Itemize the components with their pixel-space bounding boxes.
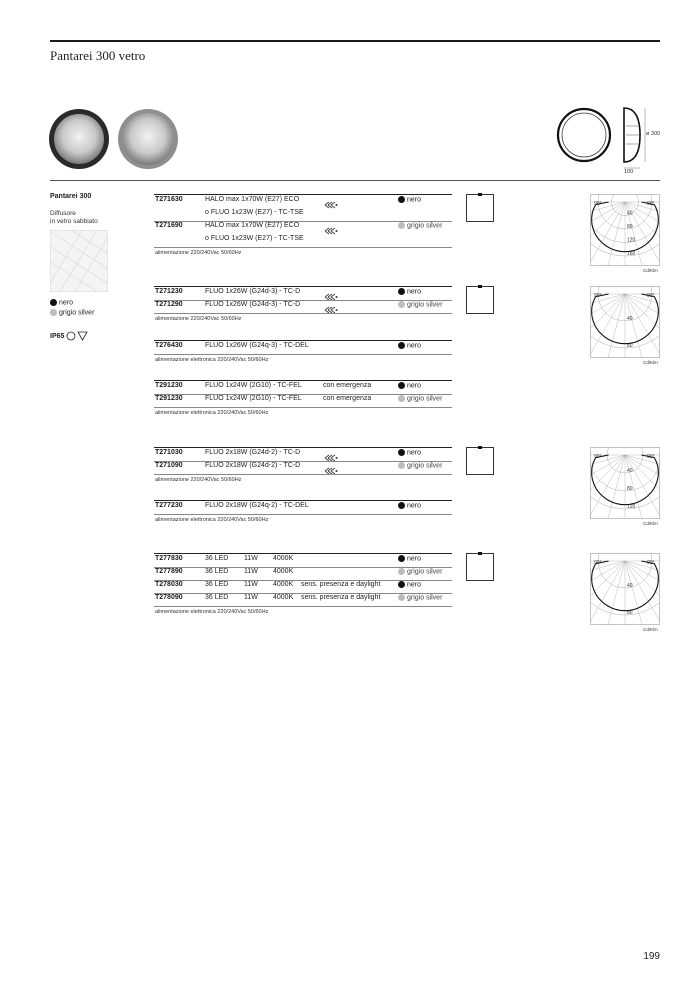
ring-label: 120: [627, 237, 636, 244]
black-dot-icon: [50, 299, 57, 306]
lamp-option: con emergenza: [323, 382, 372, 389]
lamp-description: HALO max 1x70W (E27) ECO: [205, 196, 300, 203]
led-watt: 11W: [244, 568, 258, 575]
grey-dot-icon: [398, 568, 405, 575]
product-code: T271690: [155, 222, 183, 229]
product-code: T276430: [155, 342, 183, 349]
finish-color: [398, 382, 421, 389]
lamp-option: sens. presenza e daylight: [301, 581, 381, 588]
group-top-rule: [154, 286, 452, 287]
ring-label: 80: [627, 343, 633, 349]
product-code: T291230: [155, 382, 183, 389]
photometric-unit: Cd/Klm: [643, 268, 658, 273]
photometric-unit: Cd/Klm: [643, 521, 658, 526]
lamp-description: FLUO 1x26W (G24d-3) - TC-D: [205, 301, 301, 308]
led-count: 36 LED: [205, 568, 229, 575]
led-watt: 11W: [244, 594, 258, 601]
diffuser-line1: Diffusore: [50, 210, 76, 217]
dimmable-icon: [324, 462, 338, 480]
accessory-box: [466, 194, 494, 222]
group-top-rule: [154, 500, 452, 501]
accessory-box: [466, 286, 494, 314]
angle-label-left: 90°: [594, 454, 602, 460]
polar-chart: [590, 447, 660, 519]
group-top-rule: [154, 194, 452, 195]
ip-rating: IP65: [50, 331, 88, 341]
angle-label-right: 90°: [647, 201, 655, 207]
finish-color: [398, 395, 442, 402]
finish-color: [398, 288, 421, 295]
row-rule: [154, 606, 452, 607]
accessory-box: [466, 553, 494, 581]
black-dot-icon: [398, 555, 405, 562]
power-supply-note: alimentazione 220/240Vac 50/60Hz: [155, 477, 242, 483]
dimmable-icon: [324, 301, 338, 319]
finish-color: [398, 581, 421, 588]
finish-color-label: nero: [407, 382, 422, 390]
finish-color-label: grigio silver: [407, 568, 443, 576]
power-supply-note: alimentazione elettronica 220/240Vac 50/60Hz: [155, 517, 269, 523]
ring-label: 40: [627, 210, 633, 217]
dimension-depth: 100: [624, 169, 634, 175]
angle-label-left: 90°: [594, 201, 602, 207]
row-rule: [154, 247, 452, 248]
dimension-height: ø 300: [646, 131, 661, 137]
product-name: Pantarei 300: [50, 193, 92, 200]
row-rule: [154, 474, 452, 475]
product-code: T271630: [155, 196, 183, 203]
product-code: T277830: [155, 555, 183, 562]
diffuser-line2: in vetro sabbiato: [50, 218, 98, 225]
black-dot-icon: [398, 382, 405, 389]
ring-label: 40: [627, 468, 633, 474]
finish-color-label: grigio silver: [407, 462, 443, 470]
row-rule: [154, 514, 452, 515]
lamp-description: FLUO 2x18W (G24q-2) - TC-DEL: [205, 502, 309, 509]
technical-drawing: [552, 100, 660, 180]
polar-chart: [590, 194, 660, 266]
lamp-description: FLUO 1x26W (G24q-3) - TC-DEL: [205, 342, 309, 349]
finish-color-label: grigio silver: [407, 395, 443, 403]
polar-chart: [590, 553, 660, 625]
lamp-description: FLUO 1x24W (2G10) - TC-FEL: [205, 395, 302, 402]
row-rule: [154, 407, 452, 408]
ring-label: 120: [627, 504, 636, 510]
black-dot-icon: [398, 581, 405, 588]
angle-label-right: 90°: [647, 560, 655, 566]
finish-color-label: grigio silver: [407, 594, 443, 602]
black-dot-icon: [398, 502, 405, 509]
lamp-description-alt: o FLUO 1x23W (E27) - TC-TSE: [205, 209, 304, 216]
power-supply-note: alimentazione 220/240Vac 50/60Hz: [155, 316, 242, 322]
grey-dot-icon: [50, 309, 57, 316]
page-title: Pantarei 300 vetro: [50, 48, 146, 63]
dimmable-icon: [324, 196, 338, 214]
group-top-rule: [154, 553, 452, 554]
finish-color: [398, 594, 442, 601]
finish-color: [398, 568, 442, 575]
lamp-description: HALO max 1x70W (E27) ECO: [205, 222, 300, 229]
product-code: T271290: [155, 301, 183, 308]
finish-color-label: grigio silver: [407, 222, 443, 230]
top-rule: [50, 40, 660, 42]
lamp-description: FLUO 2x18W (G24d-2) - TC-D: [205, 462, 301, 469]
lamp-description: FLUO 2x18W (G24d-2) - TC-D: [205, 449, 301, 456]
sidebar-color-black: nero: [50, 299, 73, 306]
product-code: T277230: [155, 502, 183, 509]
sidebar-color-silver: grigio silver: [50, 309, 94, 316]
photometric-unit: Cd/Klm: [643, 627, 658, 632]
product-code: T271030: [155, 449, 183, 456]
ring-label: 80: [627, 224, 633, 230]
finish-color-label: nero: [407, 196, 422, 204]
finish-color-label: nero: [407, 342, 422, 350]
product-photos: [48, 106, 178, 172]
product-code: T291230: [155, 395, 183, 402]
product-photo-silver: [118, 109, 178, 169]
finish-color: [398, 449, 421, 456]
led-watt: 11W: [244, 581, 258, 588]
grey-dot-icon: [398, 462, 405, 469]
led-temp: 4000K: [273, 555, 294, 562]
finish-color: [398, 502, 421, 509]
led-temp: 4000K: [273, 594, 294, 601]
finish-color-label: nero: [407, 502, 422, 510]
grey-dot-icon: [398, 222, 405, 229]
power-supply-note: alimentazione elettronica 220/240Vac 50/60Hz: [155, 410, 269, 416]
power-supply-note: alimentazione elettronica 220/240Vac 50/60Hz: [155, 357, 269, 363]
led-count: 36 LED: [205, 555, 229, 562]
product-code: T271230: [155, 288, 183, 295]
lamp-description: FLUO 1x26W (G24d-3) - TC-D: [205, 288, 301, 295]
finish-color: [398, 301, 442, 308]
row-rule: [154, 354, 452, 355]
grey-dot-icon: [398, 395, 405, 402]
accessory-box: [466, 447, 494, 475]
angle-label-right: 90°: [647, 293, 655, 299]
safety-marks-icon: [66, 331, 88, 341]
finish-color: [398, 196, 421, 203]
led-temp: 4000K: [273, 581, 294, 588]
finish-color-label: nero: [407, 581, 422, 589]
finish-color: [398, 222, 442, 229]
power-supply-note: alimentazione elettronica 220/240Vac 50/60Hz: [155, 609, 269, 615]
ring-label: 40: [627, 583, 633, 589]
lamp-option: sens. presenza e daylight: [301, 594, 381, 601]
finish-color-label: nero: [407, 288, 422, 296]
angle-label-right: 90°: [647, 454, 655, 460]
product-photo-black: [49, 109, 109, 169]
finish-color: [398, 342, 421, 349]
glass-swatch: [50, 230, 108, 292]
grey-dot-icon: [398, 594, 405, 601]
finish-color: [398, 555, 421, 562]
led-count: 36 LED: [205, 581, 229, 588]
ring-label: 40: [627, 316, 633, 322]
black-dot-icon: [398, 449, 405, 456]
black-dot-icon: [398, 288, 405, 295]
group-top-rule: [154, 340, 452, 341]
ring-label: 80: [627, 486, 633, 492]
black-dot-icon: [398, 342, 405, 349]
row-rule: [154, 313, 452, 314]
ring-label: 160: [627, 251, 636, 257]
ring-label: 80: [627, 610, 633, 616]
power-supply-note: alimentazione 220/240Vac 50/60Hz: [155, 250, 242, 256]
section-rule: [50, 180, 660, 181]
product-code: T278090: [155, 594, 183, 601]
lamp-description-alt: o FLUO 1x23W (E27) - TC-TSE: [205, 235, 304, 242]
led-count: 36 LED: [205, 594, 229, 601]
finish-color-label: nero: [407, 449, 422, 457]
product-code: T277890: [155, 568, 183, 575]
grey-dot-icon: [398, 301, 405, 308]
angle-label-left: 90°: [594, 560, 602, 566]
finish-color: [398, 462, 442, 469]
finish-color-label: nero: [407, 555, 422, 563]
lamp-description: FLUO 1x24W (2G10) - TC-FEL: [205, 382, 302, 389]
led-temp: 4000K: [273, 568, 294, 575]
group-top-rule: [154, 447, 452, 448]
product-code: T278030: [155, 581, 183, 588]
dimmable-icon: [324, 222, 338, 240]
polar-chart: [590, 286, 660, 358]
page-number: 199: [643, 951, 660, 962]
lamp-option: con emergenza: [323, 395, 372, 402]
black-dot-icon: [398, 196, 405, 203]
angle-label-left: 90°: [594, 293, 602, 299]
product-code: T271090: [155, 462, 183, 469]
group-top-rule: [154, 380, 452, 381]
led-watt: 11W: [244, 555, 258, 562]
finish-color-label: grigio silver: [407, 301, 443, 309]
photometric-unit: Cd/Klm: [643, 360, 658, 365]
